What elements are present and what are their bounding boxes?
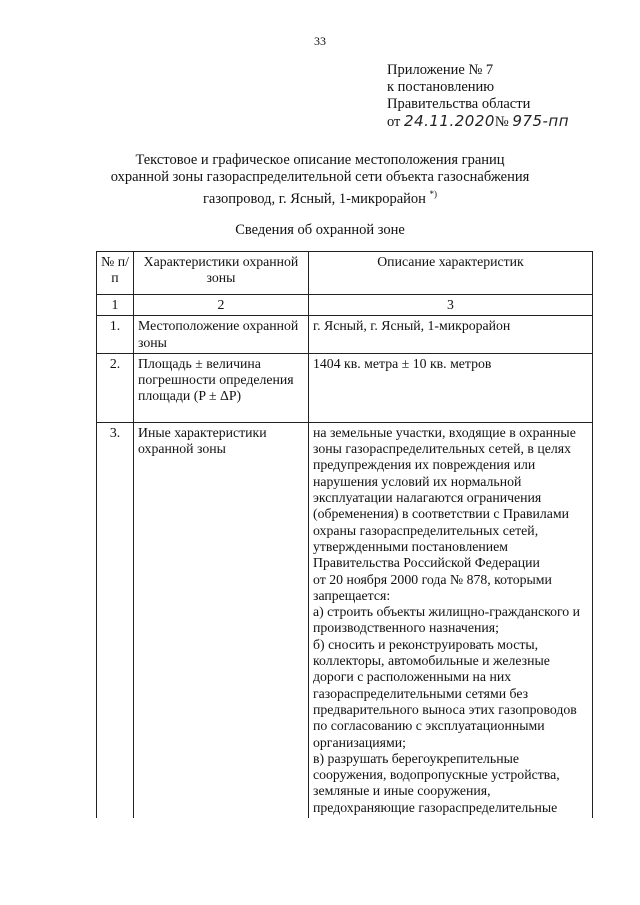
description-line: коллекторы, автомобильные и железные <box>313 653 550 669</box>
table-row <box>97 353 593 422</box>
page-number: 33 <box>314 34 326 48</box>
description-line: (обременения) в соответствии с Правилами <box>313 506 570 522</box>
date-prefix: от <box>387 114 401 130</box>
appendix-line-1: Приложение № 7 <box>387 62 494 78</box>
description-line: охраны газораспределительных сетей, <box>313 522 539 538</box>
description-line: Правительства Российской Федерации <box>313 555 540 571</box>
description-line: на земельные участки, входящие в охранные <box>313 424 576 440</box>
title-line-1: Текстовое и графическое описание местоположения границ <box>135 152 505 168</box>
description-line: дороги с расположенными на них <box>313 669 512 685</box>
description-line: сооружения, водопропускные устройства, <box>313 767 560 783</box>
column-index-3: 3 <box>309 295 593 316</box>
description-line: в) разрушать берегоукрепительные <box>313 750 519 766</box>
description-line: запрещается: <box>313 587 391 603</box>
row-number: 3. <box>97 422 134 818</box>
description-line: производственного назначения; <box>313 620 499 636</box>
handwritten-date: 24.11.2020 <box>404 112 495 130</box>
appendix-block <box>387 62 569 131</box>
header-number: № п/п <box>97 252 134 295</box>
description-line: б) сносить и реконструировать мосты, <box>313 636 539 652</box>
appendix-line-3: Правительства области <box>387 96 531 112</box>
column-index-row <box>97 295 593 316</box>
table-row <box>97 422 593 818</box>
row-characteristic: Площадь ± величина погрешности определения площади (P ± ΔP) <box>134 353 309 422</box>
description-line: земляные и иные сооружения, <box>313 783 491 799</box>
document-title <box>80 152 560 208</box>
description-line: по согласованию с эксплуатационными <box>313 718 545 734</box>
number-sign: № <box>494 114 509 130</box>
description-line: эксплуатации налагаются ограничения <box>313 490 542 506</box>
row-description <box>309 422 593 818</box>
column-index-1: 1 <box>97 295 134 316</box>
description-line: организациями; <box>313 734 406 750</box>
title-line-2: охранной зоны газораспределительной сети объекта газоснабжения <box>110 169 530 185</box>
description-line: предохраняющие газораспределительные <box>313 799 558 815</box>
description-line: утвержденными постановлением <box>313 538 508 554</box>
zone-info-table <box>96 251 593 818</box>
table-header-row <box>97 252 593 295</box>
handwritten-number: 975-пп <box>512 112 570 130</box>
section-subtitle: Сведения об охранной зоне <box>235 222 405 238</box>
column-index-2: 2 <box>134 295 309 316</box>
description-line: а) строить объекты жилищно-гражданского и <box>313 604 581 620</box>
row-number: 2. <box>97 353 134 422</box>
header-characteristic: Характеристики охранной зоны <box>134 252 309 295</box>
row-description: г. Ясный, г. Ясный, 1-микрорайон <box>309 316 593 354</box>
description-line: от 20 ноября 2000 года № 878, которыми <box>313 571 552 587</box>
footnote-mark: *) <box>429 189 438 199</box>
description-line: газораспределительными сетями без <box>313 685 529 701</box>
header-description: Описание характеристик <box>309 252 593 295</box>
description-line: предварительного выноса этих газопроводов <box>313 701 577 717</box>
appendix-line-2: к постановлению <box>387 79 495 95</box>
title-line-3 <box>80 186 560 208</box>
appendix-date-line <box>387 113 569 131</box>
title-line-3-text: газопровод, г. Ясный, 1-микрорайон <box>202 190 426 207</box>
description-line: предупреждения их повреждения или <box>313 457 536 473</box>
row-description: 1404 кв. метра ± 10 кв. метров <box>309 353 593 422</box>
row-number: 1. <box>97 316 134 354</box>
row-characteristic: Местоположение охранной зоны <box>134 316 309 354</box>
description-line: нарушения условий их нормальной <box>313 473 522 489</box>
row-characteristic: Иные характеристики охранной зоны <box>134 422 309 818</box>
table-row <box>97 316 593 354</box>
description-line: зоны газораспределительных сетей, в целях <box>313 441 571 457</box>
